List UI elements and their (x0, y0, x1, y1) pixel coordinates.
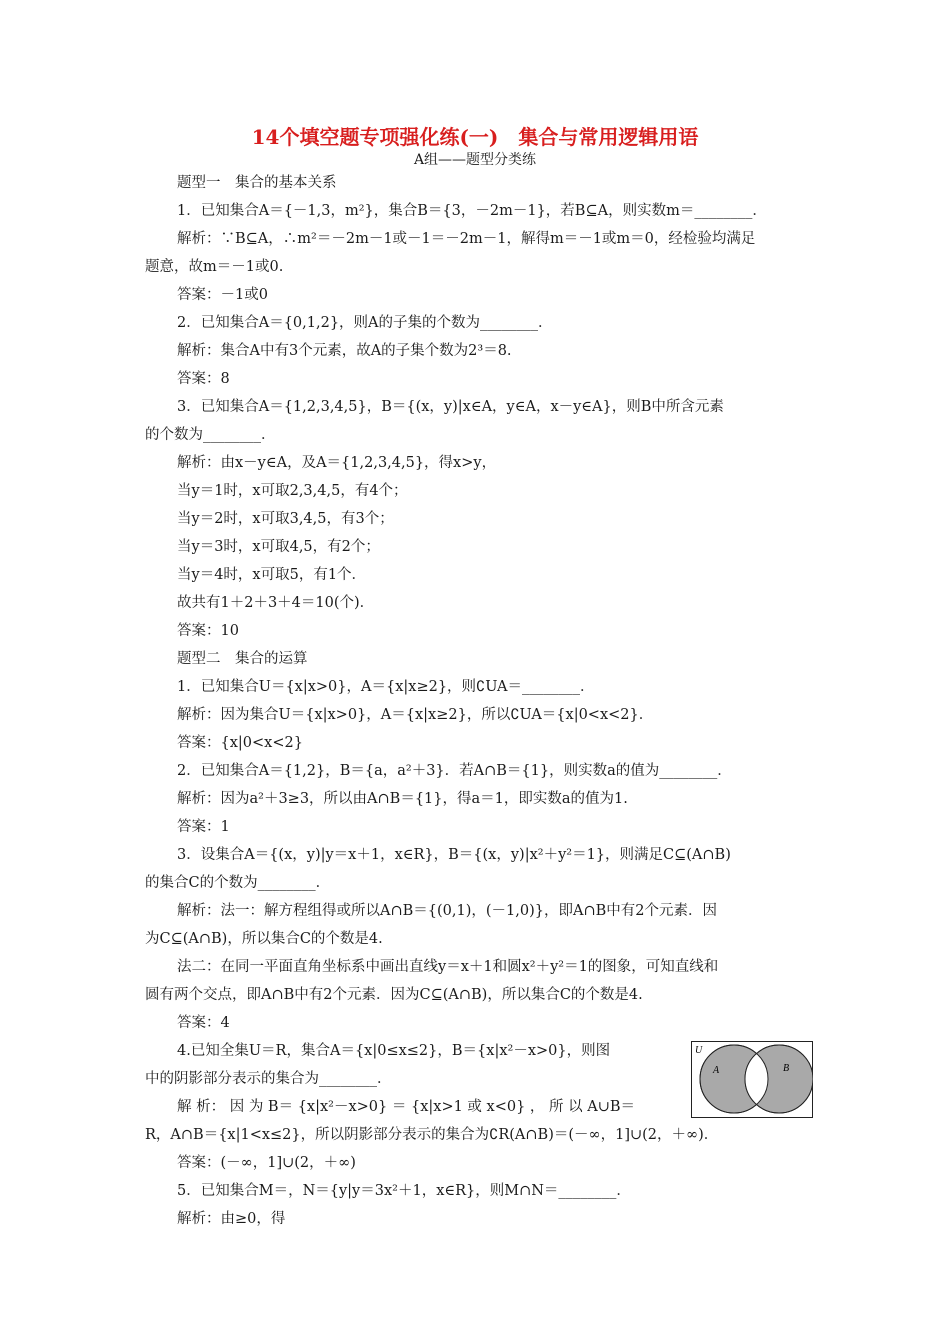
solution-text: 解 析： 因 为 B＝ {x|x²－x>0} ＝ {x|x>1 或 x<0} ， 所 以 A∪B＝ (177, 1099, 636, 1115)
answer-text: 答案：{x|0<x<2} (177, 735, 303, 751)
question-text: 的集合C的个数为________． (145, 875, 331, 891)
answer-text: 答案：1 (177, 819, 230, 835)
answer-text: 答案：10 (177, 623, 239, 639)
solution-text: 当y＝2时，x可取3,4,5，有3个； (177, 511, 394, 527)
solution-text: 解析：由≥0，得 (177, 1211, 286, 1227)
set-a-label: A (713, 1065, 720, 1076)
solution-text: 当y＝1时，x可取2,3,4,5，有4个； (177, 483, 408, 499)
solution-text: 解析：∵B⊆A，∴m²＝－2m－1或－1＝－2m－1，解得m＝－1或m＝0，经检验均满足 (177, 231, 756, 247)
question-text: 3．设集合A＝{(x，y)|y＝x＋1，x∈R}，B＝{(x，y)|x²＋y²＝1}，则满足C⊆(A∩B) (177, 847, 731, 863)
solution-text: 解析：因为a²＋3≥3，所以由A∩B＝{1}，得a＝1，即实数a的值为1. (177, 791, 628, 807)
question-text: 1．已知集合A＝{－1,3，m²}，集合B＝{3，－2m－1}，若B⊆A，则实数m＝________． (177, 203, 767, 219)
section-heading: 题型一 集合的基本关系 (177, 175, 337, 191)
solution-text: 题意，故m＝－1或0. (145, 259, 284, 275)
section-heading: 题型二 集合的运算 (177, 651, 308, 667)
answer-text: 答案：－1或0 (177, 287, 268, 303)
solution-text: 解析：法一：解方程组得或所以A∩B＝{(0,1)，(－1,0)}，即A∩B中有2个元素．因 (177, 903, 717, 919)
question-text: 1．已知集合U＝{x|x>0}，A＝{x|x≥2}，则∁UA＝________． (177, 679, 595, 695)
question-text: 的个数为________． (145, 427, 276, 443)
solution-text: 法二：在同一平面直角坐标系中画出直线y＝x＋1和圆x²＋y²＝1的图象，可知直线和 (177, 959, 719, 975)
answer-text: 答案：4 (177, 1015, 230, 1031)
solution-text: 当y＝4时，x可取5，有1个． (177, 567, 367, 583)
question-text: 2．已知集合A＝{1,2}，B＝{a，a²＋3}．若A∩B＝{1}，则实数a的值为________． (177, 763, 732, 779)
solution-text: 解析：因为集合U＝{x|x>0}，A＝{x|x≥2}，所以∁UA＝{x|0<x<2}． (177, 707, 654, 723)
set-b-label: B (783, 1063, 790, 1074)
solution-text: 故共有1＋2＋3＋4＝10(个)． (177, 595, 375, 611)
solution-text: 当y＝3时，x可取4,5，有2个； (177, 539, 380, 555)
solution-text: 为C⊆(A∩B)，所以集合C的个数是4. (145, 931, 383, 947)
solution-text: 圆有两个交点，即A∩B中有2个元素．因为C⊆(A∩B)，所以集合C的个数是4. (145, 987, 643, 1003)
answer-text: 答案：(－∞，1]∪(2，＋∞) (177, 1155, 356, 1171)
answer-text: 答案：8 (177, 371, 230, 387)
venn-diagram (691, 1041, 813, 1118)
question-text: 2．已知集合A＝{0,1,2}，则A的子集的个数为________． (177, 315, 553, 331)
question-text: 5．已知集合M＝，N＝{y|y＝3x²＋1，x∈R}，则M∩N＝________． (177, 1183, 631, 1199)
question-text: 3．已知集合A＝{1,2,3,4,5}，B＝{(x，y)|x∈A，y∈A，x－y∈A}，则B中所含元素 (177, 399, 724, 415)
question-text: 中的阴影部分表示的集合为________． (145, 1071, 392, 1087)
solution-text: 解析：集合A中有3个元素，故A的子集个数为2³＝8. (177, 343, 512, 359)
page-title: 14个填空题专项强化练(一) 集合与常用逻辑用语 (251, 125, 699, 149)
page-subtitle: A组——题型分类练 (413, 152, 537, 168)
solution-text: 解析：由x－y∈A，及A＝{1,2,3,4,5}，得x>y， (177, 455, 497, 471)
solution-text: R，A∩B＝{x|1<x≤2}，所以阴影部分表示的集合为∁R(A∩B)＝(－∞，1]∪(2，＋∞)． (145, 1127, 719, 1143)
universe-label: U (695, 1045, 703, 1056)
question-text: 4.已知全集U＝R，集合A＝{x|0≤x≤2}，B＝{x|x²－x>0}，则图 (177, 1043, 611, 1059)
